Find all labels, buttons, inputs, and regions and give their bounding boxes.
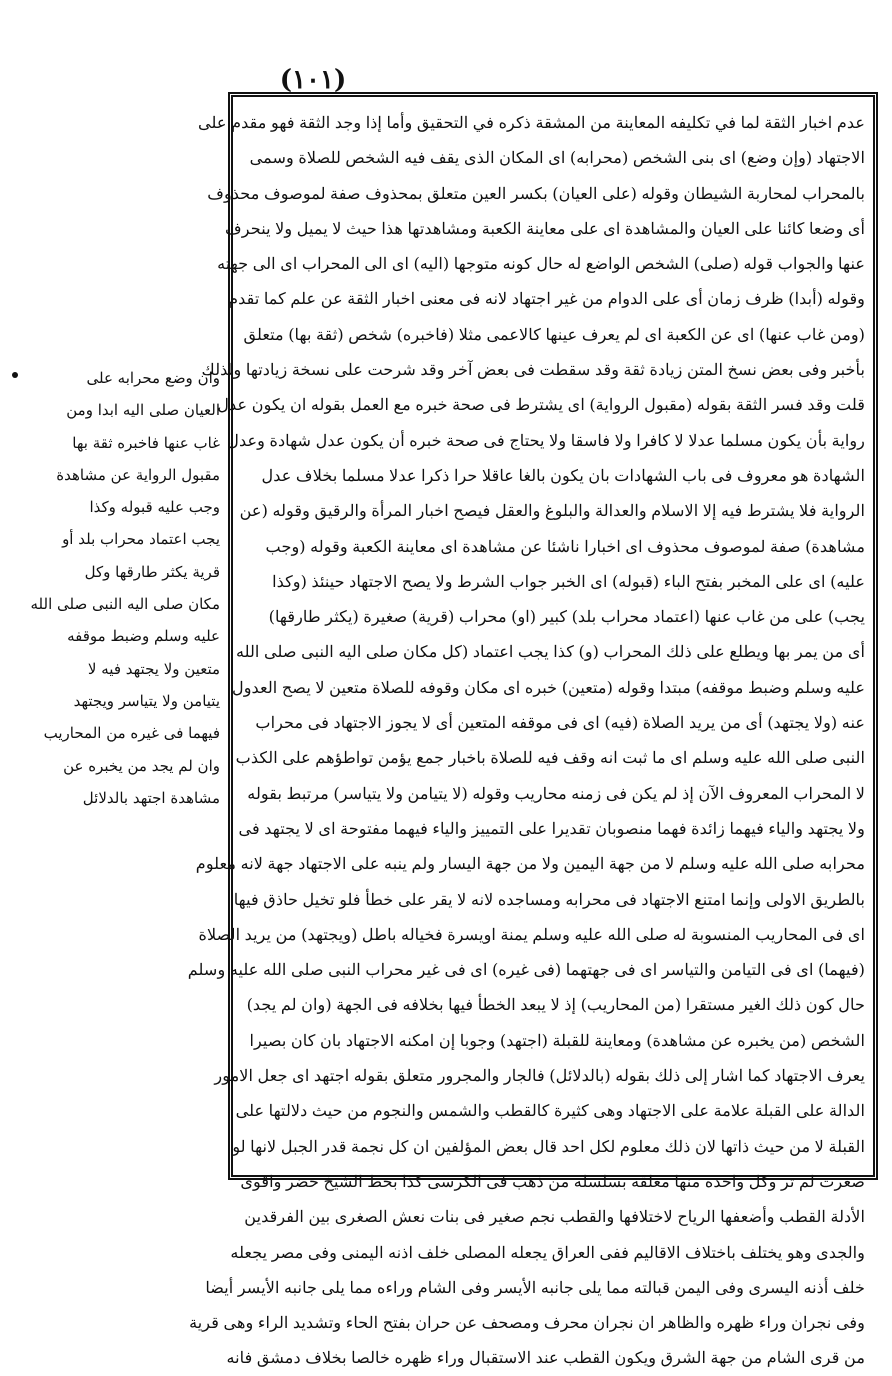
- text-line: محرابه صلى الله عليه وسلم لا من جهة اليمين ولا من جهة اليسار ولم ينبه على الاجتهاد جهة لانه معلوم: [195, 854, 865, 874]
- text-line: الشخص (من يخبره عن مشاهدة) ومعاينة للقبلة (اجتهد) وجوبا إن امكنه الاجتهاد بان كان بصيرا: [249, 1030, 865, 1050]
- text-line: والجدى وهو يختلف باختلاف الاقاليم ففى العراق يجعله المصلى خلف اذنه اليمنى وفى مصر يجعله: [230, 1242, 865, 1262]
- margin-line: يتيامن ولا يتياسر ويجتهد: [73, 691, 220, 710]
- margin-line: غاب عنها فاخبره ثقة بها: [72, 433, 220, 452]
- margin-line: مقبول الرواية عن مشاهدة: [56, 465, 220, 484]
- text-line: (فيهما) اى فى التيامن والتياسر اى فى جهتهما (فى غيره) اى فى غير محراب النبى صلى الله عليه وسلم: [187, 960, 865, 980]
- margin-line: وان لم يجد من يخبره عن: [63, 756, 220, 775]
- text-line: صغرت لم تر وكل واحدة منها معلقة بسلسلة من ذهب فى الكرسى كذا بخط الشيخ خضر واقوى: [240, 1171, 865, 1191]
- text-line: بأخبر وفى بعض نسخ المتن زيادة ثقة وقد سقطت فى بعض آخر وقد شرحت على نسخة زيادتها ولذلك: [201, 360, 865, 380]
- text-line: عليه وسلم وضبط موقفه) مبتدا وقوله (متعين) خبره اى مكان وقوفه للصلاة متعين لا يصح العدول: [231, 677, 865, 697]
- text-line: القبلة لا من حيث ذاتها لان ذلك معلوم لكل احد قال بعض المؤلفين ان كل نجمة قدر الجبل لانها لو: [232, 1136, 865, 1156]
- text-line: خلف أذنه اليسرى وفى اليمن قبالته مما يلى جانبه الأيسر وفى الشام وراءه مما يلى جانبه الأيسر أيضا: [205, 1277, 865, 1297]
- text-line: الاجتهاد (وإن وضع) اى بنى الشخص (محرابه) اى المكان الذى يقف فيه الشخص للصلاة وسمى: [249, 148, 865, 168]
- text-line: وقوله (أبدا) ظرف زمان أى على الدوام من غير اجتهاد لانه فى معنى اخبار الثقة عن علم كما تقدم: [228, 289, 865, 309]
- text-line: اى فى المحاريب المنسوبة له صلى الله عليه وسلم يمنة اويسرة فخياله باطل (ويجتهد) من يريد الصلاة: [198, 924, 865, 944]
- margin-text: [28, 362, 220, 814]
- text-line: أى وضعا كائنا على العيان والمشاهدة اى على معاينة الكعبة ومشاهدتها هذا حيث لا يميل ولا ينحرف: [225, 218, 865, 238]
- text-line: حال كون ذلك الغير مستقرا (من المحاريب) إذ لا يبعد الخطأ فيها بخلافه فى الجهة (وان لم يجد): [246, 995, 865, 1015]
- text-line: من قرى الشام من جهة الشرق ويكون القطب عند الاستقبال وراء ظهره خالصا بخلاف دمشق فانه: [226, 1348, 865, 1368]
- main-text: [187, 105, 865, 1368]
- text-line: (ومن غاب عنها) اى عن الكعبة اى لم يعرف عينها كالاعمى مثلا (فاخبره) شخص (ثقة بها) متعلق: [243, 324, 865, 344]
- text-line: رواية بأن يكون مسلما عدلا لا كافرا ولا فاسقا ولا يحتاج فى صحة خبره أن يكون عدل شهادة وعدل: [227, 430, 865, 450]
- text-line: عنها والجواب قوله (صلى) الشخص الواضع له حال كونه متوجها (اليه) اى الى المحراب اى الى جهته: [217, 254, 865, 274]
- main-text-frame: [187, 92, 878, 1368]
- margin-line: يجب اعتماد محراب بلد أو: [62, 530, 220, 549]
- text-line: مشاهدة) صفة لموصوف محذوف اى اخبارا ناشئا عن مشاهدة اى معاينة الكعبة وقوله (وجب: [265, 536, 865, 556]
- page-number: (١٠١): [279, 65, 347, 95]
- margin-line: مشاهدة اجتهد بالدلائل: [82, 788, 220, 807]
- text-line: الدالة على القبلة علامة على الاجتهاد وهى كثيرة كالقطب والشمس والنجوم من حيث دلالتها على: [235, 1101, 865, 1121]
- margin-line: عليه وسلم وضبط موقفه: [67, 627, 220, 646]
- text-line: عدم اخبار الثقة لما في تكليفه المعاينة من المشقة ذكره في التحقيق وأما إذا وجد الثقة فهو مقدم على: [198, 113, 865, 132]
- margin-line: مكان صلى اليه النبى صلى الله: [30, 595, 220, 614]
- margin-bullet-mark: [12, 372, 18, 378]
- text-line: بالطريق الاولى وإنما امتنع الاجتهاد فى محرابه ومساجده لانه لا يقر على خطأ فلو تخيل حاذق فيها: [233, 889, 865, 909]
- text-line: لا المحراب المعروف الآن إذ لم يكن فى زمنه محاريب وقوله (لا يتيامن ولا يتياسر) مرتبط بقوله: [247, 783, 865, 803]
- text-line: يجب) على من غاب عنها (اعتماد محراب بلد) كبير (او) محراب (قرية) صغيرة (يكثر طارقها): [268, 607, 865, 627]
- text-line: بالمحراب لمحاربة الشيطان وقوله (على العيان) بكسر العين متعلق بمحذوف صفة لموصوف محذوف: [207, 183, 865, 203]
- margin-line: متعين ولا يجتهد فيه لا: [87, 659, 220, 678]
- text-line: ولا يجتهد والياء فيهما زائدة فهما منصوبان تقديرا على التمييز والياء فيهما مفتوحة اى لا يجتهد فى: [238, 818, 865, 838]
- text-line: عنه (ولا يجتهد) أى من يريد الصلاة (فيه) اى فى موقفه المتعين أى لا يجوز الاجتهاد فى محراب: [255, 713, 865, 733]
- text-line: أى من يمر بها ويطلع على ذلك المحراب (و) كذا يجب اعتماد (كل مكان صلى اليه النبى صلى الله: [235, 642, 865, 662]
- text-line: وفى نجران وراء ظهره والظاهر ان نجران محرف ومصحف عن حران بفتح الحاء وتشديد الراء وهى قرية: [189, 1313, 865, 1333]
- text-line: عليه) اى على المخبر بفتح الباء (قبوله) اى الخبر جواب الشرط ولا يصح الاجتهاد حينئذ (وكذا: [272, 571, 865, 591]
- margin-line: فيهما فى غيره من المحاريب: [43, 724, 220, 743]
- text-line: الأدلة القطب وأضعفها الرياح لاختلافها والقطب نجم صغير فى بنات نعش الصغرى بين الفرقدين: [244, 1207, 865, 1227]
- text-line: الشهادة هو معروف فى باب الشهادات بان يكون بالغا عاقلا حرا ذكرا عدلا مسلما بخلاف عدل: [261, 465, 865, 485]
- text-line: يعرف الاجتهاد كما اشار إلى ذلك بقوله (بالدلائل) فالجار والمجرور متعلق بقوله اجتهد اى جعل الامور: [214, 1066, 865, 1086]
- text-line: الرواية فلا يشترط فيه إلا الاسلام والعدالة والبلوغ والعقل فيصح اخبار المرأة والرقيق وقوله (عن: [239, 501, 865, 521]
- margin-line: وان وضع محرابه على: [86, 369, 220, 387]
- margin-line: قرية يكثر طارقها وكل: [84, 562, 220, 581]
- margin-line: العيان صلى اليه ابدا ومن: [66, 401, 220, 420]
- text-line: قلت وقد فسر الثقة بقوله (مقبول الرواية) اى يشترط فى صحة خبره مع العمل بقوله ان يكون عدل: [217, 395, 865, 415]
- text-line: النبى صلى الله عليه وسلم اى ما ثبت انه وقف فيه للصلاة باخبار جمع يؤمن تواطؤهم على الكذب: [235, 748, 865, 768]
- margin-line: وجب عليه قبوله وكذا: [89, 498, 220, 517]
